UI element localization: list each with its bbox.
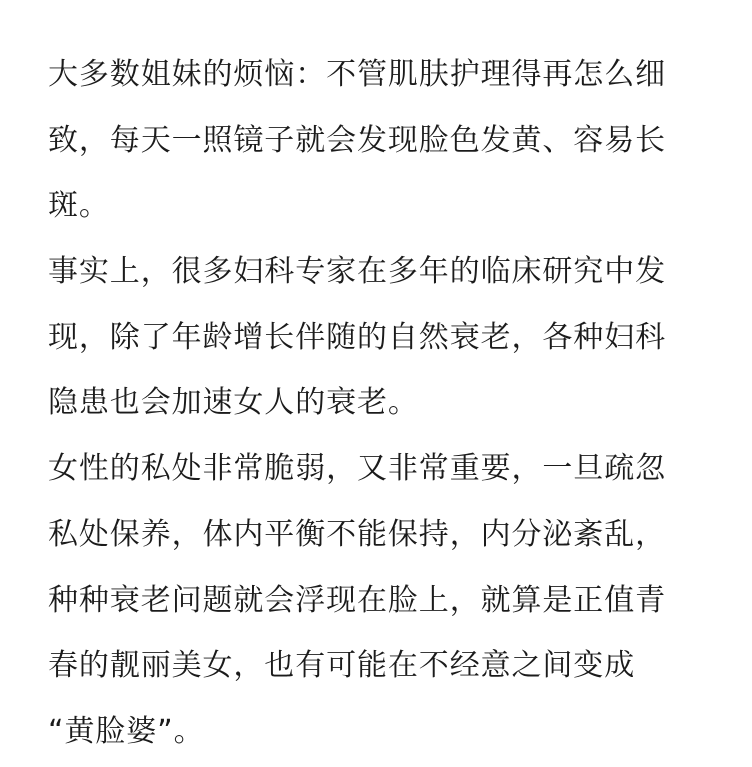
text-line: 春的靓丽美女，也有可能在不经意之间变成 [48, 648, 636, 684]
text-line: 致，每天一照镜子就会发现脸色发黄、容易长 [48, 122, 666, 158]
text-line: 种种衰老问题就会浮现在脸上，就算是正值青 [48, 582, 666, 618]
text-line: 隐患也会加速女人的衰老。 [48, 385, 419, 421]
text-line: 女性的私处非常脆弱，又非常重要，一旦疏忽 [48, 451, 666, 487]
text-line: 现，除了年龄增长伴随的自然衰老，各种妇科 [48, 319, 666, 355]
article-body [48, 42, 688, 765]
text-line: 私处保养，体内平衡不能保持，内分泌紊乱， [48, 516, 666, 552]
text-line: 斑。 [48, 188, 110, 224]
text-line: 大多数姐妹的烦恼：不管肌肤护理得再怎么细 [48, 57, 666, 92]
text-line: “黄脸婆”。 [48, 713, 205, 749]
text-line: 事实上，很多妇科专家在多年的临床研究中发 [48, 254, 666, 290]
